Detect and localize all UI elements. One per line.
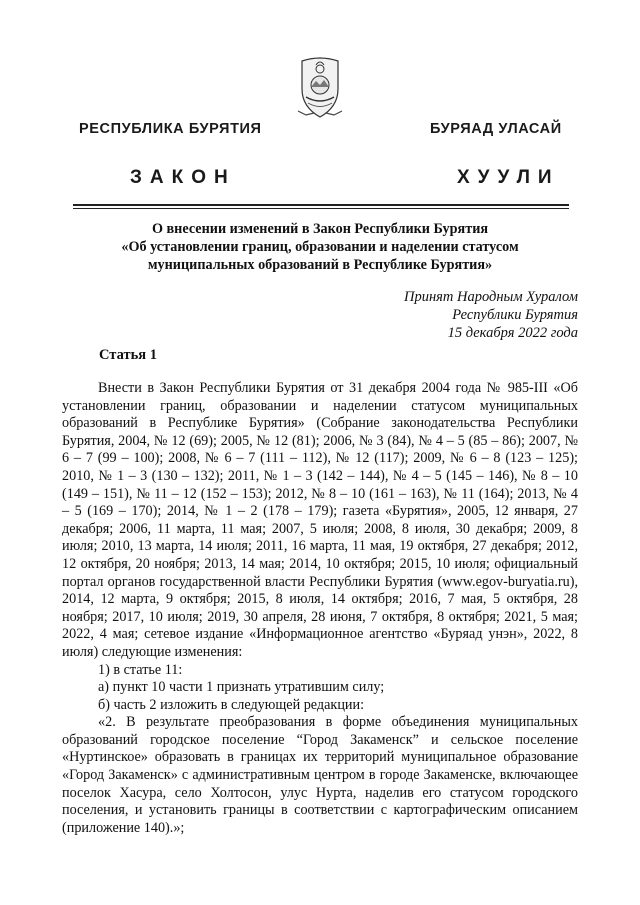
adoption-line: Принят Народным Хуралом: [403, 289, 578, 305]
adoption-note: [404, 288, 578, 342]
article-heading: Статья 1: [99, 347, 157, 363]
adoption-date: 15 декабря 2022 года: [447, 325, 578, 341]
article-paragraph: Внести в Закон Республики Бурятия от 31 декабря 2004 года № 985-III «Об установлении границ, образовании и наделении статусом муниципальных образований в Республике Бурятия» (Собрание законодательства Республики Бурятия, 2004, № 12 (69); 2005, № 12 (81); 2006, № 3 (84), № 4 – 5 (85 – 86); 2007, № 6 – 7 (99 – 100); 2008, № 6 – 7 (111 – 112), № 12 (117); 2009, № 6 – 8 (123 – 125); 2010, № 1 – 3 (130 – 132); 2011, № 1 – 3 (142 – 144), № 4 – 5 (145 – 146), № 8 – 10 (149 – 151), № 11 – 12 (152 – 153); 2012, № 8 – 10 (161 – 163), № 11 (164); 2013, № 4 – 5 (169 – 170); 2014, № 1 – 2 (178 – 179); газета «Бурятия», 2005, 12 января, 27 декабря; 2006, 11 марта, 11 мая; 2007, 5 июля; 2008, 8 июля, 30 декабря; 2009, 8 июля; 2010, 13 марта, 14 июля; 2011, 16 марта, 11 мая, 19 октября, 27 декабря; 2012, 12 октября, 20 ноября; 2013, 14 мая; 2014, 10 октября; 2015, 10 июля; официальный портал органов государственной власти Республики Бурятия (www.egov-buryatia.ru), 2014, 12 марта, 9 октября; 2015, 8 июля, 14 октября; 2016, 7 мая, 5 октября, 28 ноября; 2017, 10 июля; 2019, 30 апреля, 28 июня, 7 октября, 8 октября; 2021, 5 мая; 2022, 4 мая; сетевое издание «Информационное агентство «Буряад унэн», 2022, 8 июля) следующие изменения:: [62, 380, 578, 660]
article-paragraph: 1) в статье 11:: [98, 661, 183, 678]
article-paragraph: «2. В результате преобразования в форме объединения муниципальных образований городское поселение “Город Закаменск” и сельское поселение «Нуртинское» образовать в границах их территорий муниципальное образование «Город Закаменск» с административным центром в городе Закаменске, включающее поселок Хасура, село Холтосон, улус Нурта, наделив его статусом городского поселения, и установить границы в соответствии с картографическим описанием (приложение 140).»;: [62, 714, 578, 836]
adoption-line: Республики Бурятия: [452, 307, 578, 323]
law-title: [100, 220, 540, 274]
article-body: [62, 380, 578, 837]
republic-name-buryat: БУРЯАД УЛАСАЙ: [430, 121, 562, 137]
article-paragraph: а) пункт 10 части 1 признать утратившим силу;: [98, 679, 385, 696]
law-title-line: О внесении изменений в Закон Республики Бурятия: [151, 221, 489, 237]
law-label-russian: ЗАКОН: [130, 167, 236, 188]
law-title-line: «Об установлении границ, образовании и наделении статусом: [121, 239, 519, 255]
header-divider-thin: [73, 208, 569, 209]
republic-name-russian: РЕСПУБЛИКА БУРЯТИЯ: [79, 121, 262, 137]
law-label-buryat: ХУУЛИ: [457, 167, 560, 188]
coat-of-arms-emblem: [294, 55, 346, 119]
law-title-line: муниципальных образований в Республике Бурятия»: [147, 257, 493, 273]
article-paragraph: б) часть 2 изложить в следующей редакции:: [98, 696, 365, 713]
header-divider-thick: [73, 204, 569, 206]
